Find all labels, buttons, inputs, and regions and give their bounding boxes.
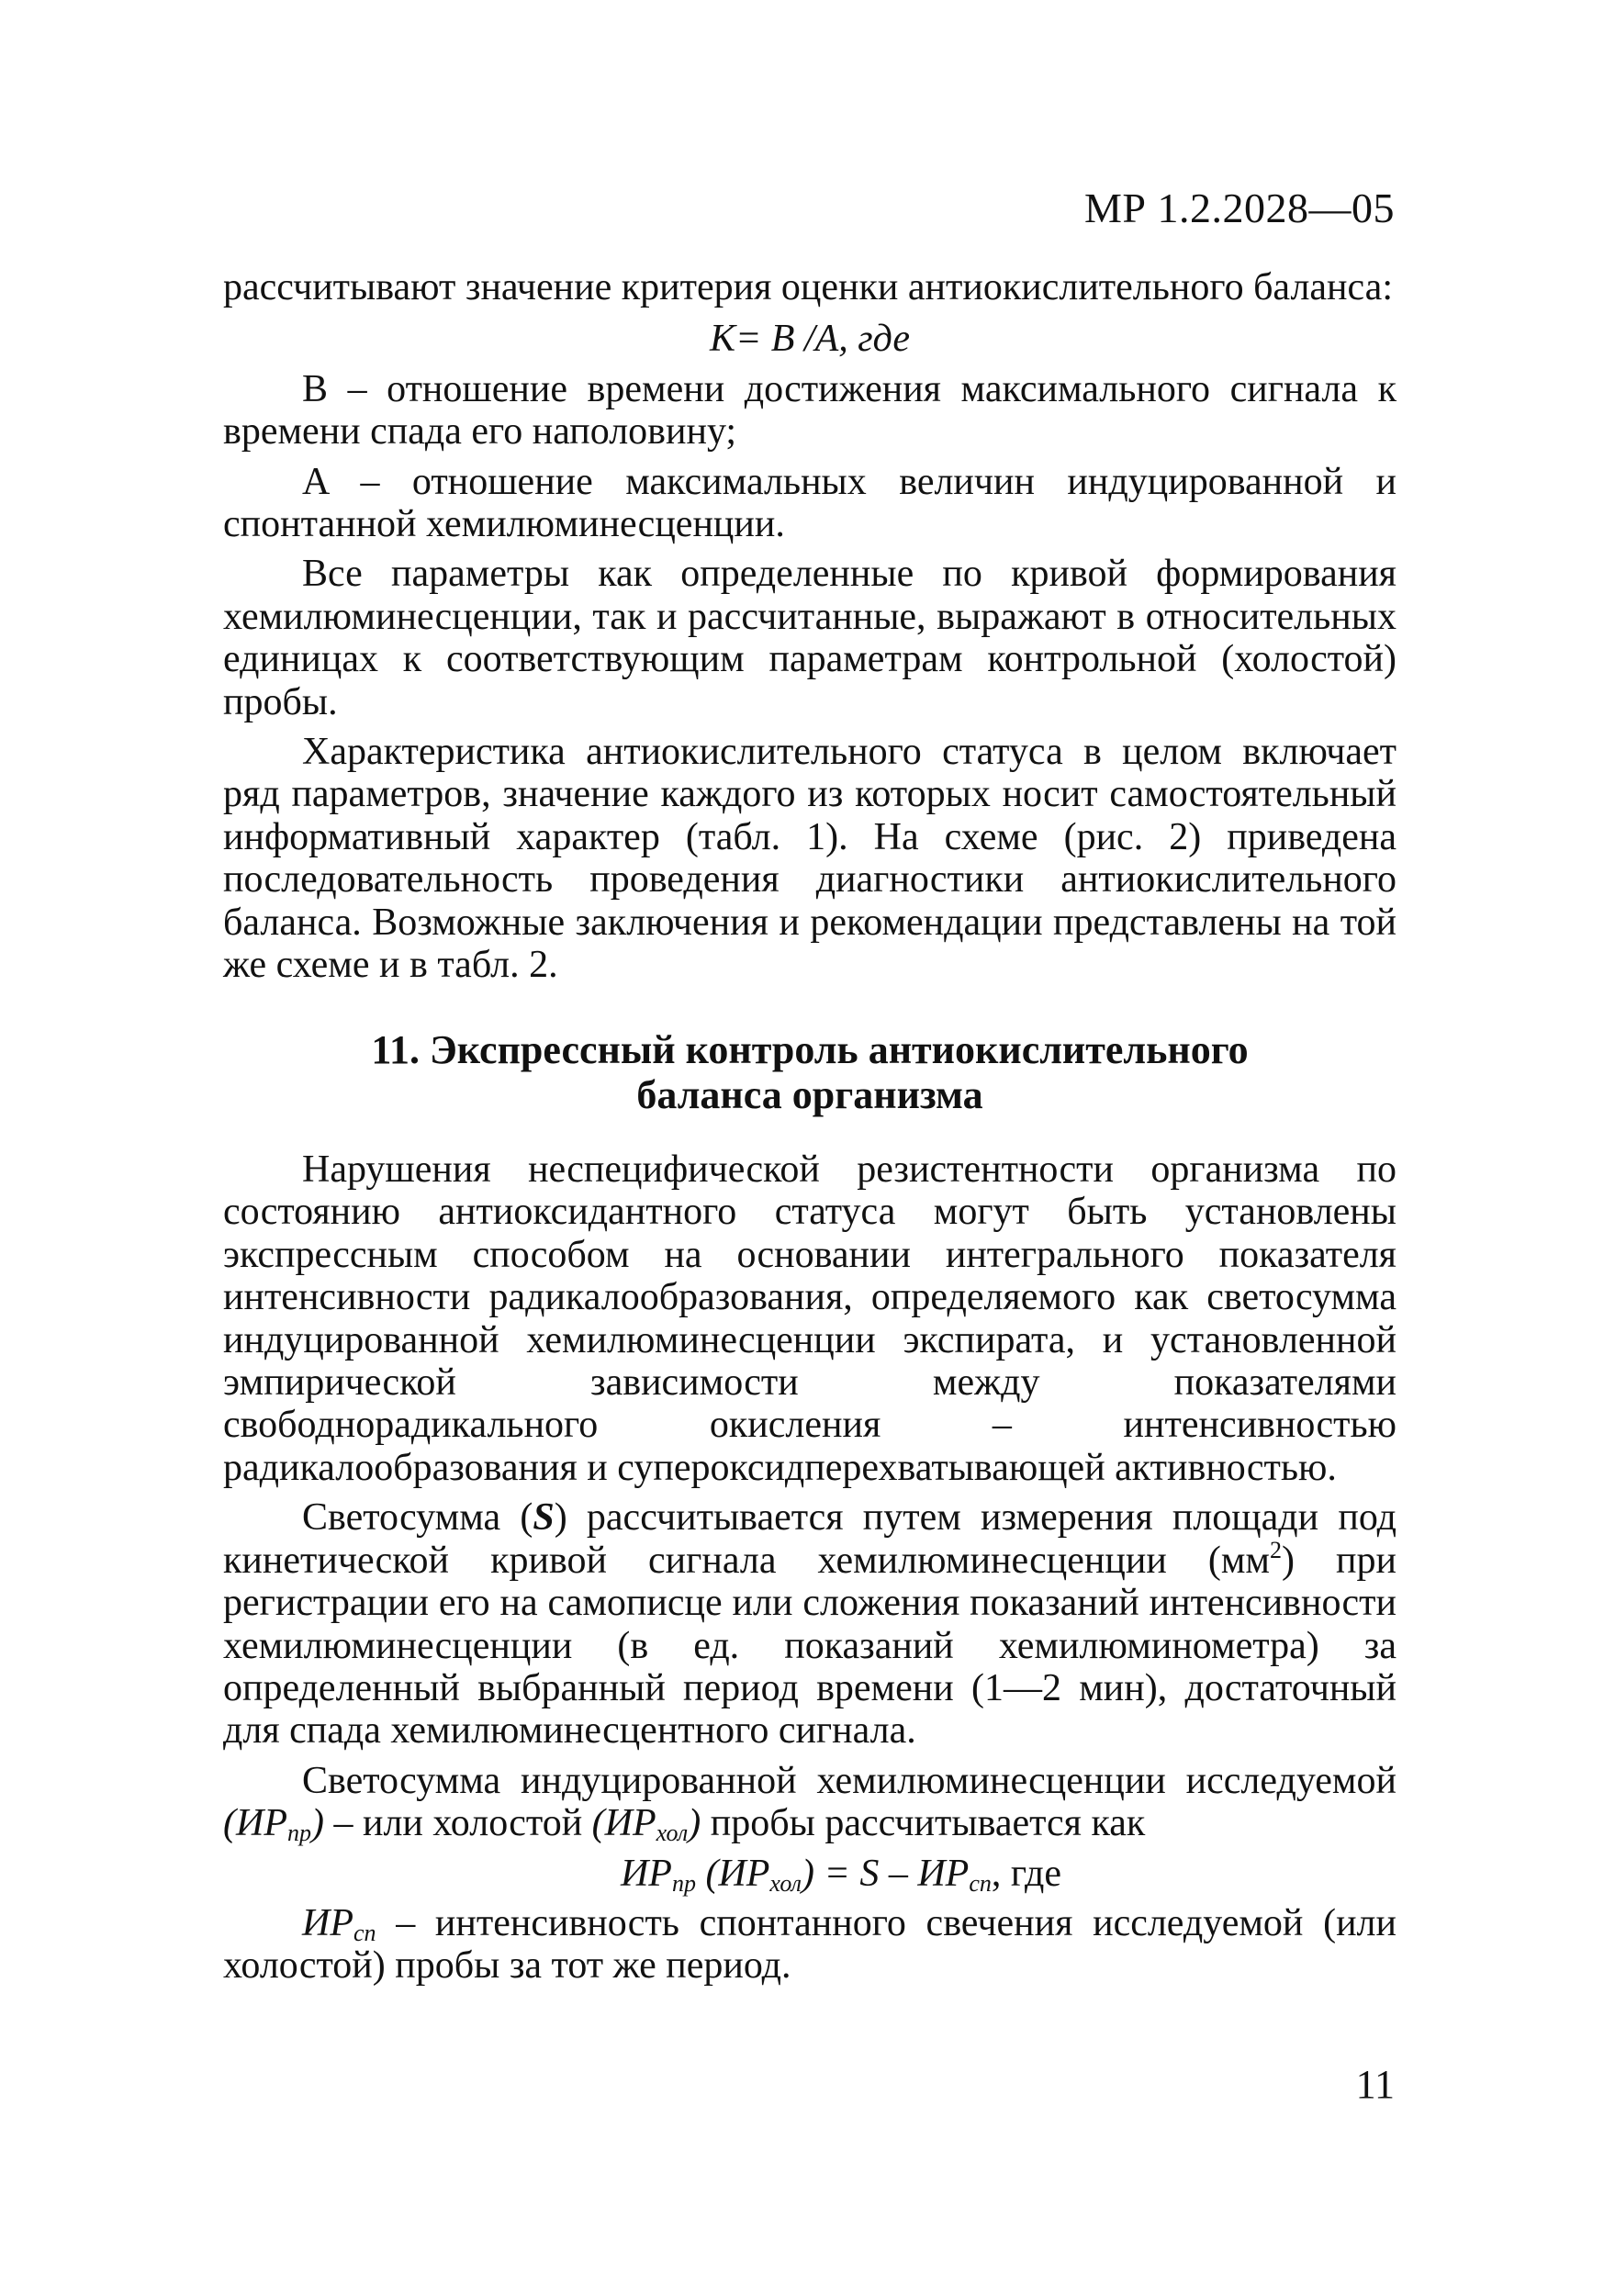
section-paragraph-2 — [223, 1496, 1396, 1752]
p2-start: Светосумма ( — [302, 1496, 533, 1540]
formula-ir-a: ИР — [620, 1852, 672, 1895]
ir-pr-sub: пр — [286, 1820, 311, 1847]
section-paragraph-3 — [223, 1760, 1396, 1845]
formula-k-text: K= B /A, где — [709, 318, 911, 361]
ir-sp-sub: сп — [353, 1919, 376, 1946]
p3-end: пробы рассчитывается как — [701, 1802, 1146, 1845]
section-heading — [223, 1027, 1396, 1118]
ir-sp-text: – интенсивность спонтанного свечения исследуемой (или холостой) пробы за тот же период. — [223, 1901, 1396, 1988]
intro-paragraph-2: Все параметры как определенные по кривой формирования хемилюминесценции, так и рассчитанные, выражают в относительных единицах к соответствующим параметрам контрольной (холостой) пробы. — [223, 553, 1396, 723]
section-heading-line-1: 11. Экспрессный контроль антиокислительного — [371, 1026, 1249, 1072]
ir-hol-sub: хол — [656, 1820, 689, 1847]
intro-paragraph-1: рассчитывают значение критерия оценки антиокислительного баланса: — [223, 266, 1393, 308]
section-paragraph-1: Нарушения неспецифической резистентности организма по состоянию антиоксидантного статуса могут быть установлены экспрессным способом на основании интегрального показателя интенсивности радикалообразования, определяемого как светосумма индуцированной хемилюминесценции экспирата, и установленной эмпирической зависимости между показателями свободнорадикального окисления – интенсивностью радикалообразования и супероксидперехватывающей активностью. — [223, 1148, 1396, 1489]
formula-ir — [286, 1853, 1396, 1895]
definition-b: B – отношение времени достижения максимального сигнала к времени спада его наполовину; — [223, 367, 1396, 454]
page-number: 11 — [1355, 2062, 1395, 2107]
section-heading-line-2: баланса организма — [636, 1071, 983, 1117]
document-code: МР 1.2.2028—05 — [1084, 185, 1395, 231]
formula-ir-d: , где — [991, 1852, 1062, 1895]
body-text — [223, 266, 1396, 1988]
p2-mid: ) рассчитывается путем измерения площади под кинетической кривой сигнала хемилюминесценции (мм — [223, 1496, 1396, 1582]
p2-sup: 2 — [1270, 1536, 1283, 1563]
ir-hol-close: ) — [688, 1802, 701, 1845]
ir-sp-symbol: ИР — [302, 1901, 353, 1944]
formula-ir-c-sub: сп — [969, 1869, 992, 1897]
ir-hol-label: (ИР — [591, 1802, 656, 1845]
p3-mid: – или холостой — [323, 1802, 592, 1845]
formula-ir-b-sub: хол — [769, 1869, 802, 1897]
p2-end: ) при регистрации его на самописце или сложения показаний интенсивности хемилюминесценции (в ед. показаний хемилюминометра) за определенный выбранный период времени (1—2 мин), достаточный для спада хемилюминесцентного сигнала. — [223, 1539, 1396, 1753]
ir-pr-label: (ИР — [223, 1802, 287, 1845]
intro-paragraph-3: Характеристика антиокислительного статуса в целом включает ряд параметров, значение каждого из которых носит самостоятельный информативный характер (табл. 1). На схеме (рис. 2) приведена последовательность проведения диагностики антиокислительного баланса. Возможные заключения и рекомендации представлены на той же схеме и в табл. 2. — [223, 731, 1396, 987]
ir-pr-close: ) — [310, 1802, 324, 1845]
p3-start: Светосумма индуцированной хемилюминесценции исследуемой — [302, 1759, 1396, 1802]
formula-ir-b: (ИР — [695, 1852, 770, 1895]
formula-ir-a-sub: пр — [671, 1869, 696, 1897]
formula-ir-c: ) = S – ИР — [802, 1852, 970, 1895]
definition-ir-sp — [223, 1902, 1396, 1988]
formula-k — [223, 318, 1396, 360]
definition-a: A – отношение максимальных величин индуцированной и спонтанной хемилюминесценции. — [223, 460, 1396, 546]
symbol-s: S — [533, 1496, 555, 1540]
